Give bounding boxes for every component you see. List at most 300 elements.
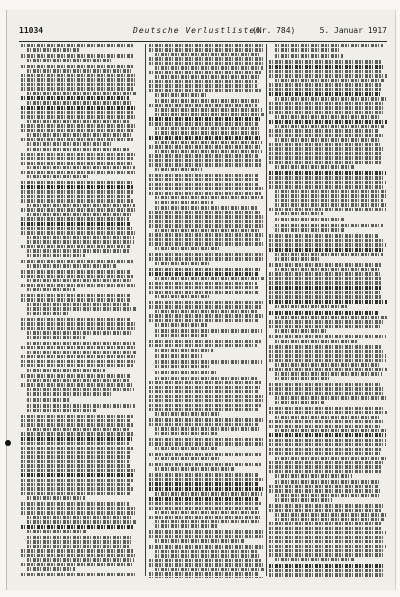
text-line — [27, 249, 129, 252]
text-line — [269, 281, 381, 284]
text-line — [155, 229, 261, 232]
text-line — [21, 231, 137, 234]
text-line — [275, 558, 354, 561]
text-line — [27, 236, 134, 239]
text-line — [149, 89, 262, 92]
text-line — [269, 433, 386, 437]
text-line — [269, 489, 380, 492]
text-line — [275, 377, 331, 380]
text-line — [21, 185, 134, 189]
text-line — [269, 425, 380, 428]
text-line — [269, 553, 383, 556]
text-line — [155, 550, 257, 553]
text-line — [269, 536, 383, 539]
text-line — [155, 150, 262, 153]
text-line — [21, 455, 130, 458]
text-line — [155, 127, 260, 130]
text-line — [275, 165, 354, 168]
text-line — [21, 437, 132, 441]
text-line — [149, 253, 265, 256]
text-line — [149, 145, 260, 148]
text-line — [149, 344, 257, 347]
text-line — [269, 350, 383, 353]
text-line — [155, 365, 211, 368]
text-line — [21, 111, 133, 114]
text-line — [269, 470, 381, 473]
text-line — [21, 199, 133, 202]
text-line — [269, 60, 381, 63]
text-line — [149, 340, 261, 343]
text-line — [149, 559, 262, 562]
text-line — [149, 516, 260, 519]
text-line — [149, 545, 263, 548]
text-line — [21, 447, 134, 450]
column-divider-2 — [266, 44, 267, 576]
text-line — [275, 228, 345, 231]
text-line — [27, 392, 111, 395]
text-line — [269, 277, 382, 280]
text-line — [269, 549, 385, 552]
text-line — [149, 487, 263, 491]
text-line — [275, 340, 357, 343]
text-line — [155, 354, 202, 357]
text-line — [155, 377, 258, 380]
text-line — [21, 578, 133, 579]
text-line — [269, 152, 381, 155]
text-line — [155, 520, 260, 523]
text-line — [155, 141, 262, 144]
text-line — [155, 349, 213, 352]
text-line — [275, 316, 387, 319]
text-line — [27, 536, 132, 539]
text-line — [27, 409, 97, 412]
text-line — [269, 156, 381, 159]
text-line — [269, 272, 380, 275]
text-line — [149, 386, 260, 389]
text-line — [269, 208, 386, 211]
text-line — [27, 264, 117, 267]
text-line — [27, 204, 135, 207]
text-line — [269, 111, 385, 114]
text-line — [21, 479, 134, 482]
text-line — [269, 143, 380, 146]
text-line — [149, 463, 261, 466]
text-line — [275, 212, 323, 215]
text-line — [269, 443, 386, 446]
text-line — [21, 322, 136, 325]
text-line — [21, 327, 137, 330]
text-line — [21, 451, 131, 454]
text-line — [149, 563, 264, 566]
text-line — [275, 115, 380, 118]
text-line — [21, 44, 133, 47]
text-line — [21, 442, 129, 445]
text-line — [275, 199, 383, 202]
text-line — [269, 522, 381, 525]
text-line — [149, 71, 261, 74]
text-line — [21, 525, 133, 529]
text-line — [21, 549, 134, 552]
text-line — [275, 494, 381, 497]
text-line — [269, 234, 379, 237]
text-line — [269, 335, 386, 338]
page-header — [19, 24, 387, 40]
text-line — [21, 573, 135, 576]
text-line — [269, 485, 379, 488]
text-line — [269, 185, 385, 188]
text-line — [269, 420, 384, 423]
text-line — [21, 507, 136, 510]
text-line — [21, 195, 130, 198]
text-line — [21, 270, 130, 273]
text-line — [275, 305, 347, 308]
text-line — [155, 467, 234, 470]
issue-number: (Nr. 784) — [252, 26, 296, 35]
text-line — [21, 245, 131, 248]
text-line — [21, 464, 130, 467]
text-line — [21, 181, 132, 184]
text-line — [149, 159, 261, 162]
text-line — [27, 303, 130, 306]
text-line — [269, 129, 379, 132]
page-number: 11034 — [19, 26, 44, 35]
text-line — [269, 452, 380, 455]
text-line — [155, 447, 218, 450]
text-line — [269, 295, 381, 298]
text-line — [269, 106, 384, 109]
text-line — [275, 513, 386, 516]
text-line — [275, 194, 386, 197]
text-line — [149, 314, 264, 317]
text-line — [155, 457, 220, 460]
text-line — [21, 469, 136, 472]
text-line — [27, 379, 130, 382]
text-line — [155, 427, 259, 430]
text-line — [269, 545, 386, 548]
text-line — [149, 192, 262, 195]
text-line — [21, 78, 135, 81]
text-line — [149, 104, 257, 107]
text-line — [21, 360, 136, 363]
text-line — [27, 48, 79, 51]
text-line — [155, 524, 217, 527]
text-line — [155, 53, 259, 56]
text-line — [149, 174, 258, 177]
text-line — [27, 166, 135, 169]
text-line — [149, 418, 263, 421]
text-line — [275, 268, 381, 271]
text-line — [269, 176, 383, 179]
text-line — [21, 260, 133, 263]
text-line — [155, 539, 244, 542]
text-line — [269, 320, 385, 323]
text-column-right — [269, 44, 387, 578]
text-line — [275, 203, 386, 206]
text-line — [21, 492, 131, 495]
text-line — [21, 275, 133, 278]
text-line — [155, 113, 264, 116]
text-line — [275, 138, 381, 141]
text-line — [21, 419, 130, 422]
text-line — [269, 70, 382, 73]
text-line — [21, 423, 134, 426]
text-line — [21, 502, 129, 505]
text-line — [149, 224, 263, 227]
text-line — [149, 453, 262, 456]
text-line — [21, 106, 135, 110]
text-line — [149, 80, 257, 83]
text-line — [269, 383, 380, 386]
text-line — [155, 511, 259, 514]
text-line — [269, 569, 384, 572]
text-line — [21, 294, 131, 297]
text-line — [149, 242, 264, 245]
text-line — [149, 187, 264, 190]
text-line — [155, 412, 220, 415]
text-line — [149, 291, 258, 294]
text-line — [269, 92, 380, 96]
text-line — [155, 277, 265, 280]
text-line — [269, 248, 383, 252]
text-line — [269, 540, 384, 543]
text-line — [149, 84, 257, 87]
text-line — [155, 432, 218, 435]
text-line — [21, 355, 136, 358]
text-line — [155, 371, 216, 374]
text-line — [269, 161, 382, 164]
text-line — [269, 527, 381, 530]
text-line — [269, 509, 382, 512]
text-line — [275, 218, 344, 221]
text-line — [149, 136, 260, 140]
text-line — [155, 310, 257, 313]
text-line — [149, 478, 264, 481]
text-line — [149, 438, 264, 441]
text-line — [27, 213, 131, 216]
text-line — [269, 311, 379, 315]
text-line — [155, 168, 202, 171]
text-line — [27, 428, 130, 431]
text-line — [149, 530, 264, 533]
text-line — [27, 254, 85, 257]
text-line — [155, 99, 259, 102]
text-line — [27, 567, 75, 570]
text-column-middle — [149, 44, 265, 578]
text-line — [275, 54, 343, 57]
text-line — [21, 318, 130, 321]
text-line — [27, 288, 75, 291]
text-line — [21, 563, 132, 566]
text-line — [155, 196, 263, 199]
text-line — [149, 183, 258, 186]
text-column-left — [21, 44, 137, 578]
text-line — [155, 75, 260, 78]
text-line — [155, 108, 262, 111]
text-line — [21, 54, 133, 57]
text-line — [155, 247, 219, 250]
text-line — [27, 530, 86, 533]
text-line — [269, 407, 385, 410]
text-line — [21, 153, 135, 156]
text-line — [155, 206, 257, 209]
text-line — [149, 154, 259, 157]
text-line — [275, 253, 383, 256]
column-divider-1 — [145, 44, 146, 576]
text-line — [275, 372, 382, 375]
text-line — [149, 423, 259, 426]
text-line — [21, 129, 134, 132]
text-line — [21, 157, 134, 160]
text-line — [149, 399, 263, 402]
text-line — [275, 224, 383, 227]
text-line — [149, 286, 259, 289]
text-line — [269, 74, 387, 77]
text-line — [149, 482, 259, 486]
text-line — [149, 395, 263, 398]
text-line — [21, 554, 136, 557]
text-line — [21, 115, 135, 118]
text-line — [149, 238, 260, 241]
text-line — [269, 243, 386, 246]
text-line — [269, 291, 380, 294]
text-line — [27, 342, 135, 345]
text-line — [155, 492, 262, 495]
text-line — [21, 487, 133, 490]
text-line — [155, 131, 259, 134]
text-line — [269, 387, 383, 390]
text-line — [21, 473, 133, 477]
text-line — [269, 465, 381, 468]
header-rule — [19, 41, 387, 42]
text-line — [149, 319, 259, 322]
text-line — [27, 175, 88, 178]
text-line — [149, 535, 263, 538]
text-line — [21, 460, 129, 463]
text-line — [27, 388, 134, 391]
document-page — [6, 10, 396, 590]
text-line — [275, 363, 380, 366]
text-line — [21, 208, 136, 211]
text-line — [269, 411, 387, 414]
text-line — [149, 233, 263, 236]
text-line — [21, 138, 134, 141]
text-line — [269, 134, 385, 137]
text-line — [275, 480, 380, 483]
text-line — [269, 392, 384, 395]
text-line — [275, 401, 324, 404]
ink-speck — [5, 440, 11, 446]
text-line — [269, 83, 381, 86]
text-line — [269, 368, 387, 371]
text-line — [149, 507, 259, 510]
text-line — [275, 125, 384, 128]
text-line — [21, 415, 134, 418]
text-line — [269, 120, 387, 124]
text-line — [27, 404, 135, 407]
text-line — [149, 48, 265, 51]
text-line — [269, 171, 386, 175]
text-line — [149, 282, 257, 285]
text-line — [21, 298, 130, 301]
text-line — [149, 301, 264, 304]
text-line — [21, 96, 129, 100]
text-line — [27, 545, 130, 548]
text-line — [27, 133, 131, 136]
text-line — [269, 448, 382, 451]
text-line — [155, 201, 213, 204]
text-line — [21, 65, 134, 68]
text-line — [149, 257, 264, 260]
text-line — [269, 573, 385, 576]
text-line — [155, 262, 210, 265]
text-line — [155, 323, 207, 326]
text-line — [149, 442, 263, 445]
text-line — [275, 457, 386, 460]
text-line — [275, 396, 386, 399]
text-line — [269, 147, 385, 150]
text-line — [21, 171, 136, 174]
text-line — [269, 88, 381, 91]
text-line — [27, 69, 131, 72]
text-line — [155, 334, 208, 337]
text-line — [21, 87, 133, 90]
text-line — [155, 554, 259, 557]
text-line — [155, 360, 262, 363]
text-line — [21, 222, 130, 226]
text-line — [269, 531, 386, 534]
text-line — [275, 498, 332, 501]
text-line — [27, 540, 131, 543]
text-line — [269, 65, 385, 69]
text-line — [149, 122, 259, 125]
text-line — [269, 325, 380, 328]
text-line — [149, 57, 265, 60]
text-line — [269, 359, 386, 362]
text-line — [27, 307, 137, 310]
text-line — [21, 284, 135, 287]
text-line — [269, 181, 386, 184]
text-line — [269, 263, 382, 266]
text-line — [149, 572, 258, 575]
text-line — [155, 329, 262, 332]
text-line — [269, 461, 384, 464]
text-line — [149, 163, 262, 166]
text-line — [155, 295, 210, 298]
text-line — [27, 369, 105, 372]
text-line — [269, 564, 384, 568]
text-line — [269, 439, 386, 442]
text-line — [275, 518, 385, 521]
text-line — [21, 432, 133, 435]
text-line — [27, 331, 133, 334]
text-line — [275, 429, 386, 432]
text-line — [21, 374, 131, 377]
text-line — [21, 190, 133, 193]
text-line — [149, 305, 262, 308]
text-line — [21, 383, 132, 386]
text-line — [275, 474, 352, 477]
text-line — [27, 148, 130, 151]
text-line — [149, 44, 263, 47]
text-line — [149, 215, 265, 218]
text-line — [27, 516, 133, 519]
text-line — [27, 279, 131, 282]
issue-date: 5. Januar 1917 — [319, 26, 387, 35]
text-line — [149, 408, 258, 411]
text-line — [21, 83, 136, 86]
text-line — [149, 404, 262, 407]
text-line — [149, 220, 264, 223]
